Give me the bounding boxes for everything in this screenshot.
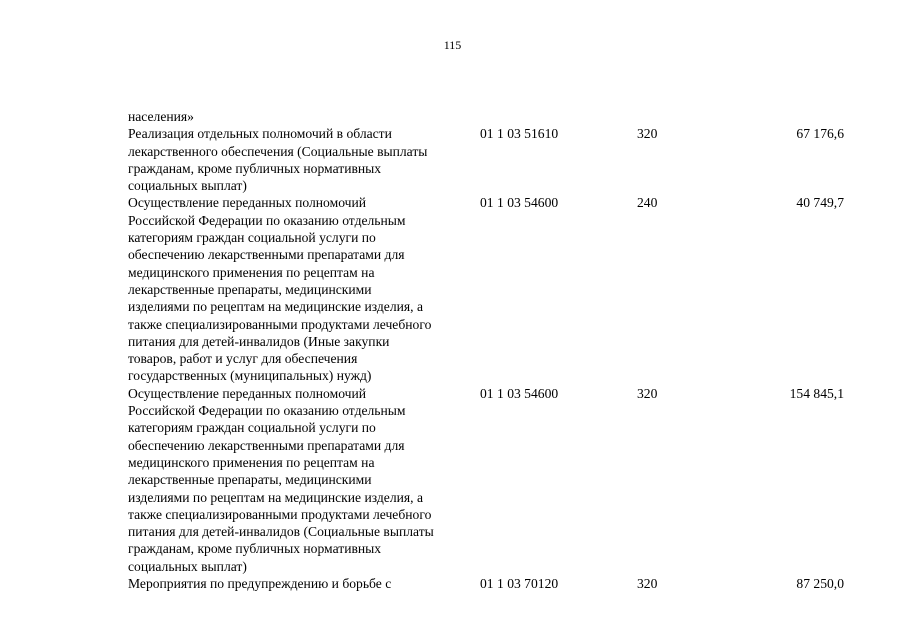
row-amount: 40 749,7: [796, 195, 844, 211]
row-name: Реализация отдельных полномочий в области лекарственного обеспечения (Социальные выплаты гражданам, кроме публичных нормативных социальных выплат): [128, 126, 428, 194]
table-row: [128, 125, 844, 194]
row-expense-type: 320: [637, 576, 658, 592]
row-name: населения»: [128, 109, 194, 124]
row-code: 01 1 03 54600: [480, 385, 559, 401]
table-row: [128, 108, 844, 125]
row-amount: 87 250,0: [796, 576, 844, 592]
row-expense-type: 320: [637, 126, 658, 142]
row-amount: 154 845,1: [789, 385, 844, 401]
budget-table: [128, 108, 844, 592]
row-code: 01 1 03 51610: [480, 126, 559, 142]
row-expense-type: 240: [637, 195, 658, 211]
table-row: [128, 575, 844, 592]
table-row: [128, 385, 844, 575]
row-code: 01 1 03 70120: [480, 576, 559, 592]
table-row: [128, 194, 844, 384]
row-expense-type: 320: [637, 385, 658, 401]
page-number: 115: [443, 38, 462, 52]
row-name: Мероприятия по предупреждению и борьбе с: [128, 576, 392, 592]
row-name: Осуществление переданных полномочий Российской Федерации по оказанию отдельным категориям граждан социальной услуги по обеспечению лекарственными препаратами для медицинского применения по рецептам на лекарственные препараты, медицинскими изделиями по рецептам на медицинские изделия, а также специализированными продуктами лечебного питания для детей-инвалидов (Социальные выплаты гражданам, кроме публичных нормативных социальных выплат): [128, 385, 434, 574]
row-code: 01 1 03 54600: [480, 195, 559, 211]
row-name: Осуществление переданных полномочий Российской Федерации по оказанию отдельным категориям граждан социальной услуги по обеспечению лекарственными препаратами для медицинского применения по рецептам на лекарственные препараты, медицинскими изделиями по рецептам на медицинские изделия, а также специализированными продуктами лечебного питания для детей-инвалидов (Иные закупки товаров, работ и услуг для обеспечения государственных (муниципальных) нужд): [128, 195, 432, 384]
row-amount: 67 176,6: [796, 126, 844, 142]
